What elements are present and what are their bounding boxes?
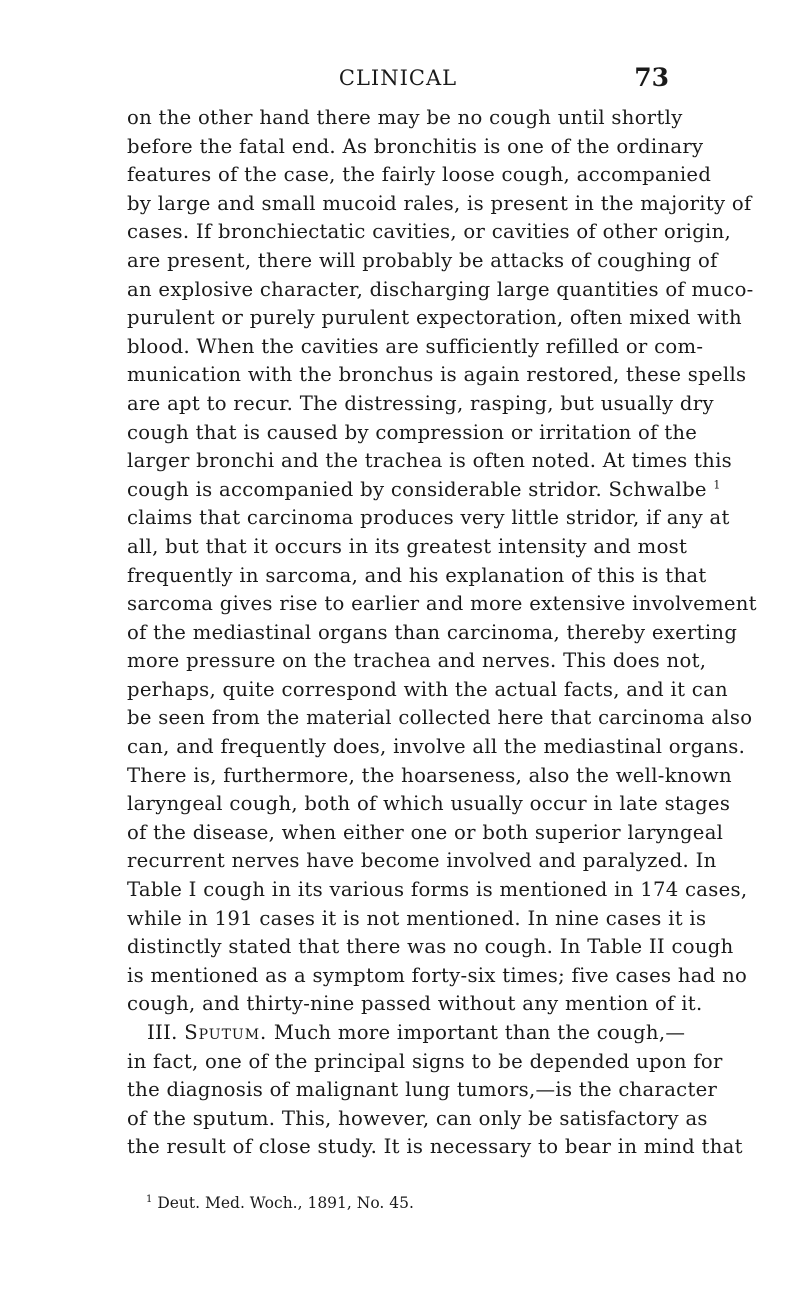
text-line-segment: cough is accompanied by considerable stridor. Schwalbe [127,477,707,501]
text-line: by large and small mucoid rales, is present in the majority of [127,191,752,215]
text-line: while in 191 cases it is not mentioned. In nine cases it is [127,906,707,930]
footnote-marker: 1 [146,1193,153,1205]
section-number: III. [147,1021,178,1044]
text-line: more pressure on the trachea and nerves. This does not, [127,649,707,673]
section-heading: Sputum. [184,1021,268,1044]
text-line: sarcoma gives rise to earlier and more extensive involvement [127,592,757,616]
footnote-text: Deut. Med. Woch., 1891, No. 45. [157,1194,414,1212]
text-line: claims that carcinoma produces very little stridor, if any at [127,506,730,530]
text-line: the diagnosis of malignant lung tumors,—is the character [127,1078,718,1102]
footnote-reference[interactable]: 1 [713,478,721,492]
text-line: cases. If bronchiectatic cavities, or cavities of other origin, [127,220,732,244]
text-line: purulent or purely purulent expectoration, often mixed with [127,306,742,330]
footnote [146,1192,646,1214]
text-line: of the mediastinal organs than carcinoma, thereby exerting [127,620,738,644]
text-line-segment: Much more important than the cough,— [273,1021,686,1044]
text-line: be seen from the material collected here that carcinoma also [127,706,753,730]
text-line: are apt to recur. The distressing, rasping, but usually dry [127,391,714,415]
text-line: features of the case, the fairly loose cough, accompanied [127,163,712,187]
running-title: CLINICAL [338,66,458,90]
text-line: of the sputum. This, however, can only be satisfactory as [127,1106,708,1130]
text-line: munication with the bronchus is again restored, these spells [127,363,747,387]
text-line: cough, and thirty-nine passed without any mention of it. [127,992,703,1016]
text-line: cough that is caused by compression or irritation of the [127,420,698,444]
text-line: the result of close study. It is necessary to bear in mind that [127,1135,743,1159]
text-line: frequently in sarcoma, and his explanation of this is that [127,563,707,587]
text-line: before the fatal end. As bronchitis is one of the ordinary [127,134,704,158]
text-line: all, but that it occurs in its greatest intensity and most [127,534,688,558]
text-line: perhaps, quite correspond with the actual facts, and it can [127,677,728,701]
text-line: distinctly stated that there was no cough. In Table II cough [127,935,734,959]
text-line: recurrent nerves have become involved and paralyzed. In [127,849,717,873]
text-line: larger bronchi and the trachea is often noted. At times this [127,449,732,473]
text-line: Table I cough in its various forms is mentioned in 174 cases, [127,878,748,902]
text-line: can, and frequently does, involve all the mediastinal organs. [127,735,746,759]
text-line: of the disease, when either one or both superior laryngeal [127,820,724,844]
running-head [127,60,669,96]
text-line-with-footnote [127,476,721,505]
page-number: 73 [634,63,669,92]
text-line: There is, furthermore, the hoarseness, also the well-known [127,763,732,787]
text-line: on the other hand there may be no cough until shortly [127,106,683,129]
text-line: an explosive character, discharging large quantities of muco- [127,277,754,301]
text-line: are present, there will probably be attacks of coughing of [127,248,718,272]
text-line: laryngeal cough, both of which usually occur in late stages [127,792,731,816]
text-line: blood. When the cavities are sufficiently refilled or com- [127,334,704,358]
text-line: in fact, one of the principal signs to be depended upon for [127,1049,723,1073]
text-line: is mentioned as a symptom forty-six times; five cases had no [127,963,748,987]
body-text [127,104,757,1162]
sputum-section-first-line [127,1019,686,1048]
